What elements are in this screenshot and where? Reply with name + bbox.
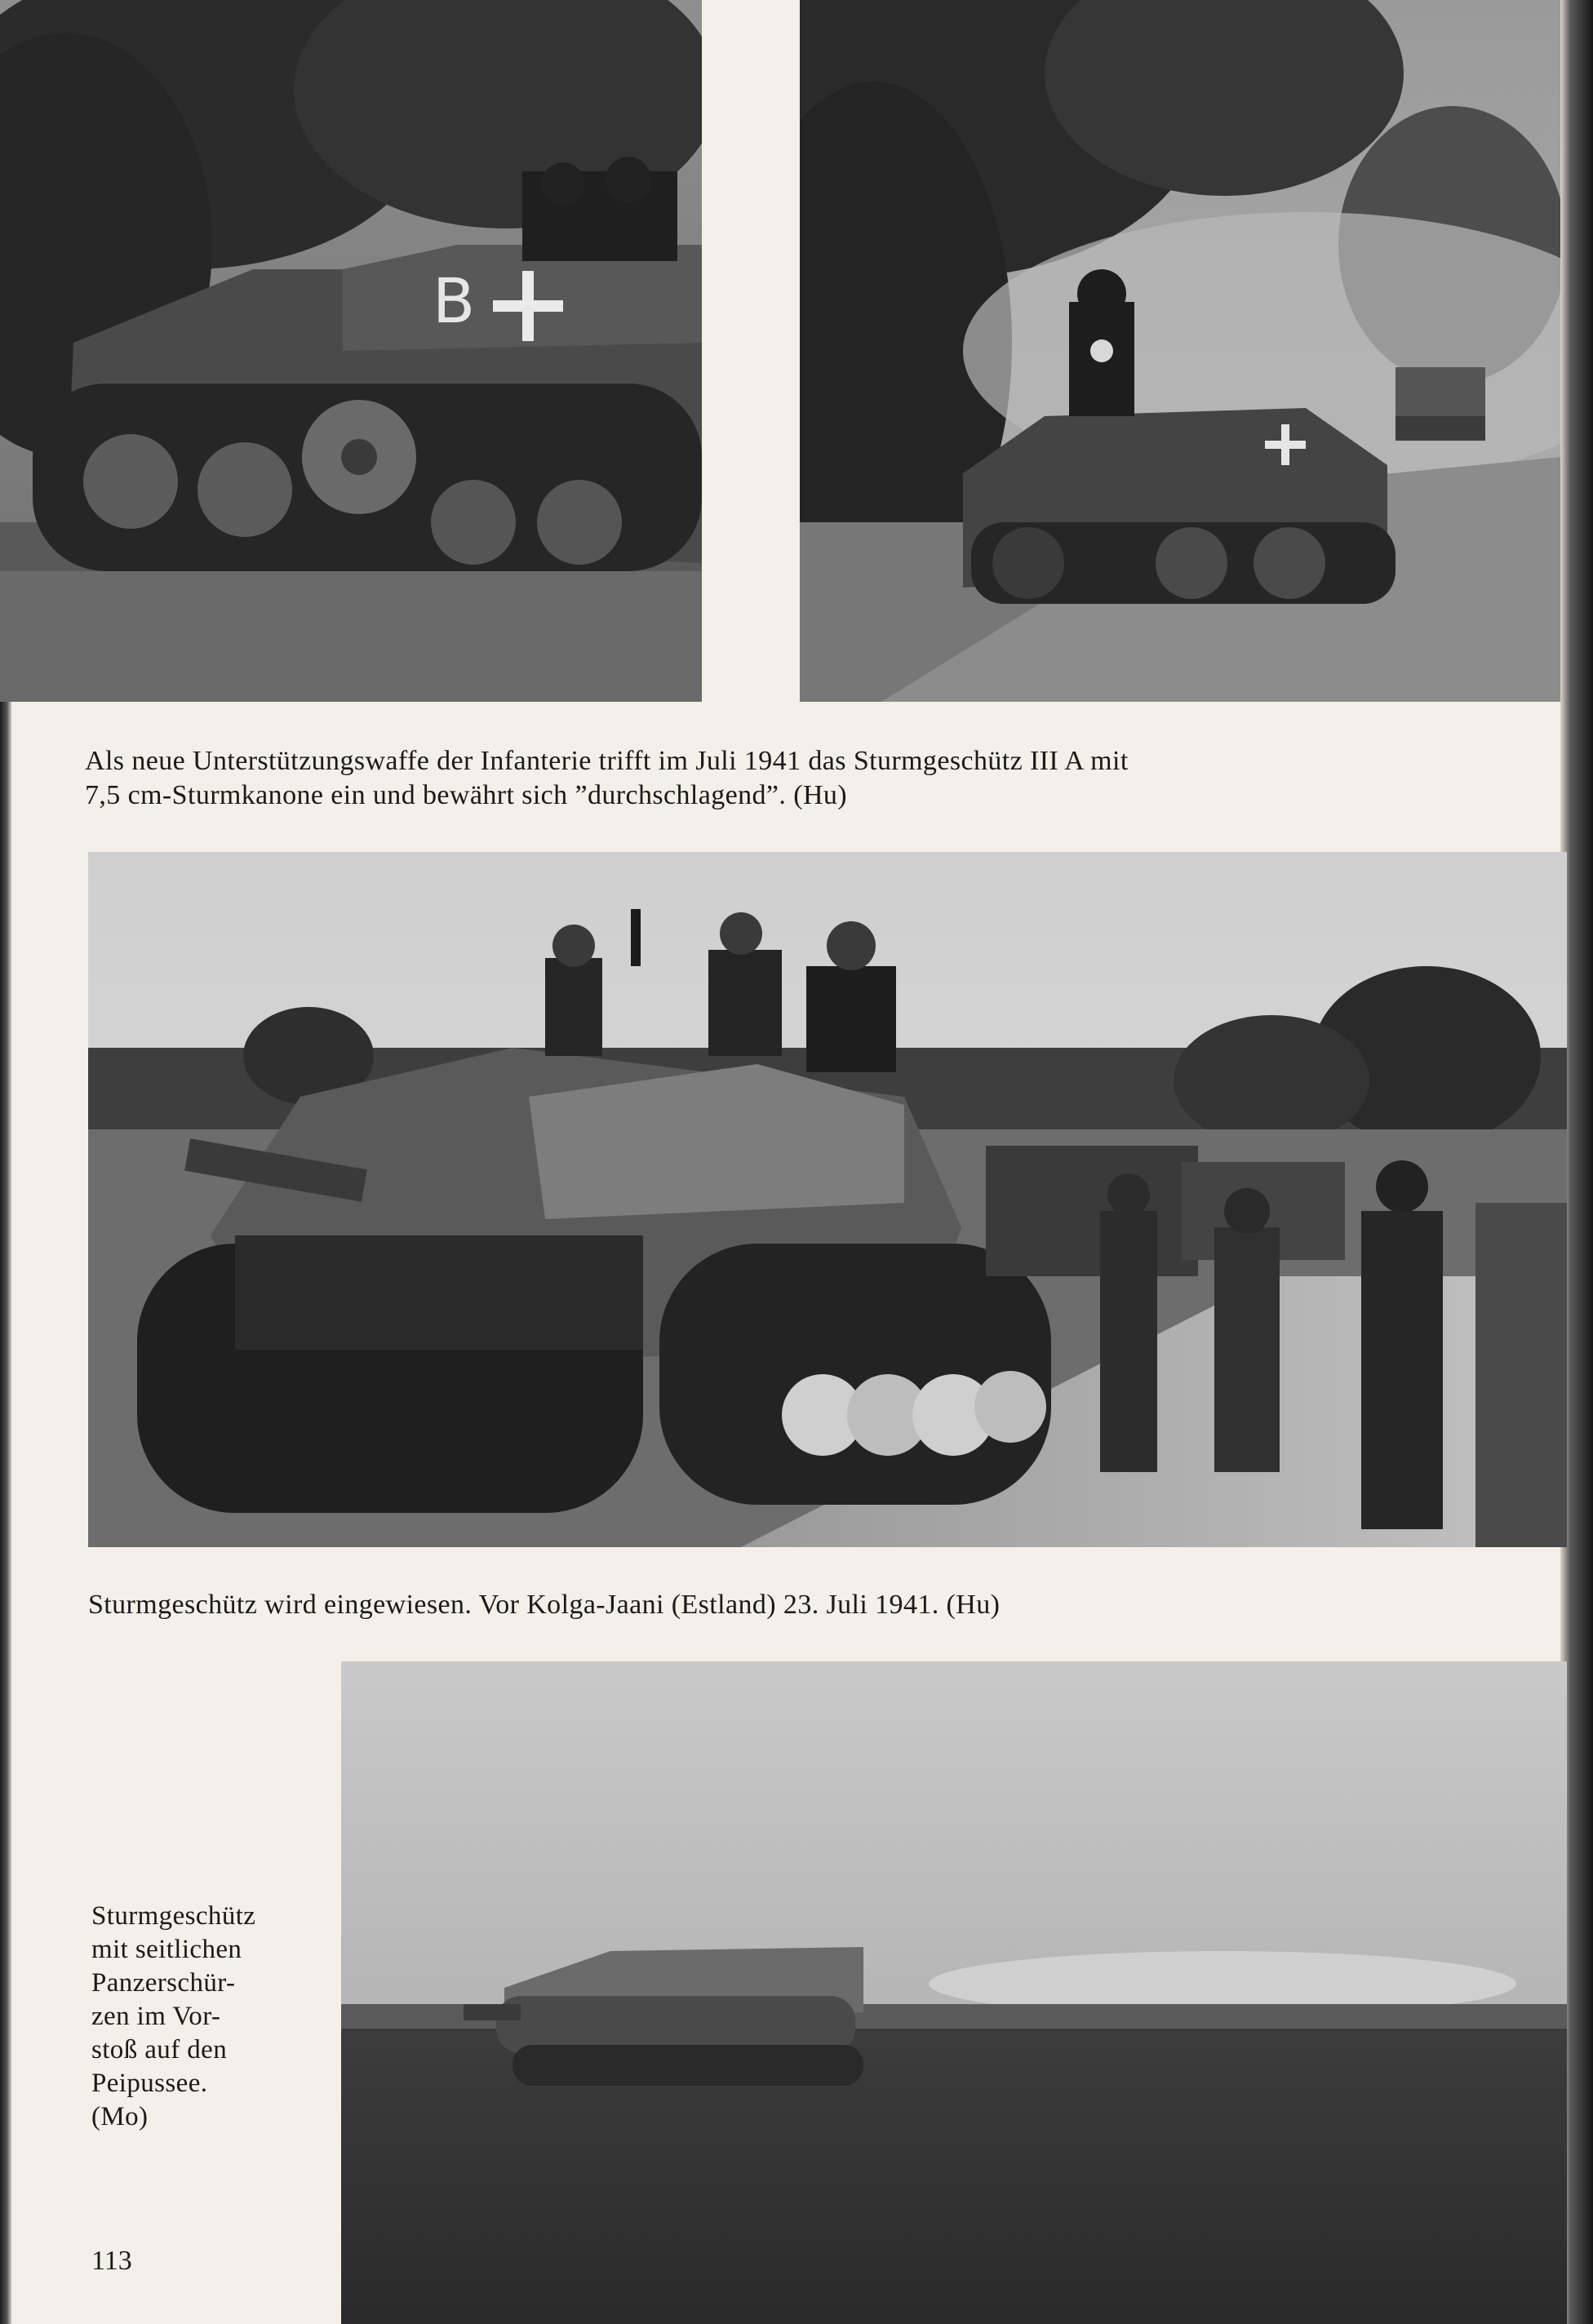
photo-assault-gun-briefing [88,852,1567,1547]
svg-text:B: B [433,264,476,337]
photo-assault-gun-crew [0,0,702,702]
photo-assault-gun-advance-image [341,1661,1567,2324]
caption-photos-1-2 [85,744,1129,813]
caption-line: 7,5 cm-Sturmkanone ein und bewährt sich ”durchschlagend”. (Hu) [85,780,848,810]
photo-assault-gun-briefing-image [88,852,1567,1547]
caption-photo-3: Sturmgeschütz wird eingewiesen. Vor Kolga-Jaani (Estland) 23. Juli 1941. (Hu) [88,1590,1001,1620]
caption-line: (Mo) [91,2102,149,2131]
page-number: 113 [91,2246,132,2276]
caption-line: stoß auf den [91,2035,228,2065]
caption-line: mit seitlichen [91,1935,242,1964]
caption-line: Sturmgeschütz [91,1901,256,1931]
photo-halftrack-column-image [800,0,1560,702]
photo-assault-gun-advance [341,1661,1567,2324]
photo-assault-gun-crew-image [0,0,702,702]
caption-line: Peipussee. [91,2069,208,2098]
caption-line: zen im Vor- [91,2002,221,2031]
caption-line: Als neue Unterstützungswaffe der Infanterie trifft im Juli 1941 das Sturmgeschütz III A mit [85,746,1129,776]
caption-line: Panzerschür- [91,1968,236,1998]
photo-halftrack-column [800,0,1560,702]
caption-photo-4 [91,1900,255,2134]
